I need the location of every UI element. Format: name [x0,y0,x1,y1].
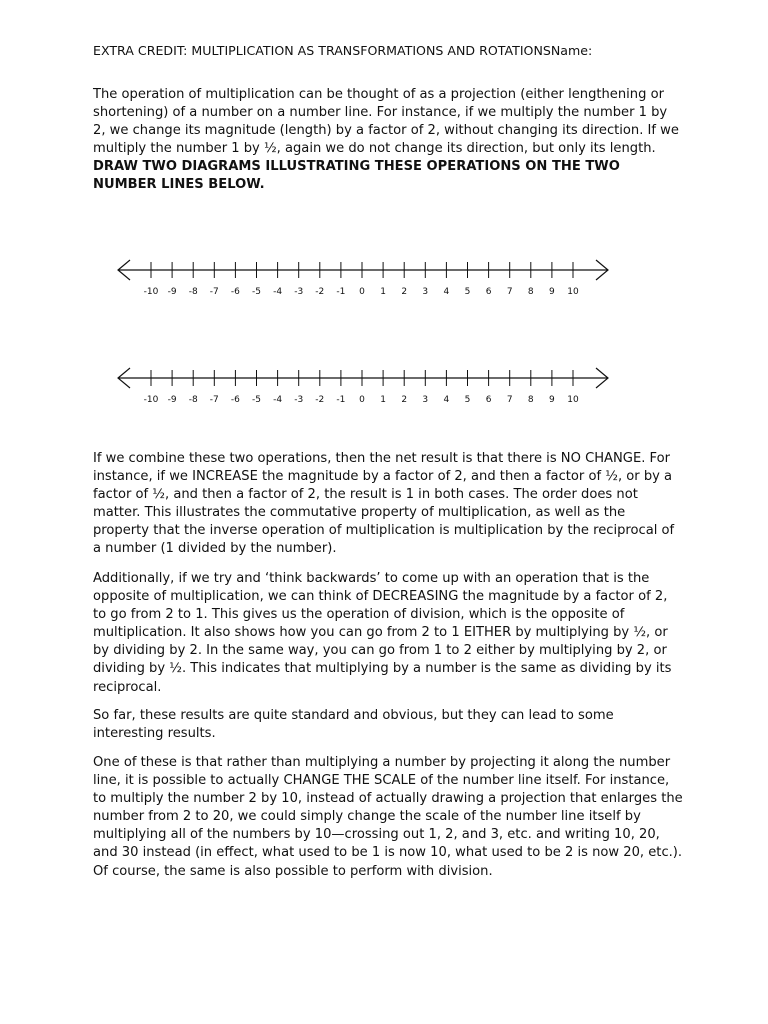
tick-label: 4 [443,395,450,405]
intro-paragraph [93,86,683,195]
number-line-2 [112,366,614,406]
page-title: EXTRA CREDIT: MULTIPLICATION AS TRANSFORMATIONS AND ROTATIONSName: [93,43,593,58]
tick-label: 4 [443,287,450,297]
tick-label: -6 [230,395,240,405]
tick-label: 2 [401,287,408,297]
tick-label: -9 [167,395,177,405]
tick-label: -10 [143,395,159,405]
tick-label: -1 [336,287,346,297]
tick-label: -4 [273,395,283,405]
tick-label: -5 [252,287,261,297]
tick-label: -5 [252,395,261,405]
tick-label: 5 [464,395,471,405]
tick-label: -9 [167,287,177,297]
tick-label: -3 [294,287,304,297]
paragraph-division: Additionally, if we try and ‘think backwards’ to come up with an operation that is the opposite of multiplication, we can think of DECREASING the magnitude by a factor of 2, to go from 2 to 1. This gives us the operation of division, which is the opposite of multiplication. It also shows how you can go from 2 to 1 EITHER by multiplying by ½, or by dividing by 2. In the same way, you can go from 1 to 2 either by multiplying by 2, or dividing by ½. This indicates that multiplying by a number is the same as dividing by its reciprocal. [93,571,672,695]
tick-label: -4 [273,287,283,297]
tick-label: -7 [209,287,219,297]
tick-label: 10 [567,395,579,405]
tick-label: 0 [359,287,365,297]
tick-label: -2 [315,395,325,405]
tick-label: -3 [294,395,304,405]
tick-label: 8 [527,395,534,405]
tick-label: -6 [230,287,240,297]
tick-label: -2 [315,287,325,297]
tick-label: 1 [380,287,386,297]
tick-label: 2 [401,395,408,405]
tick-label: -8 [188,287,198,297]
tick-label: 1 [380,395,386,405]
tick-label: 6 [485,287,492,297]
paragraph-combine: If we combine these two operations, then the net result is that there is NO CHANGE. For instance, if we INCREASE the magnitude by a factor of 2, and then a factor of ½, or by a factor of ½, and then a factor of 2, the result is 1 in both cases. The order does not matter. This illustrates the commutative property of multiplication, as well as the property that the inverse operation of multiplication is multiplication by the reciprocal of a number (1 divided by the number). [93,451,675,557]
intro-text: The operation of multiplication can be thought of as a projection (either lengthening or shortening) of a number on a number line. For instance, if we multiply the number 1 by 2, we change its magnitude (length) by a factor of 2, without changing its direction. If we multiply the number 1 by ½, again we do not change its direction, but only its length. [93,87,679,157]
intro-instruction: DRAW TWO DIAGRAMS ILLUSTRATING THESE OPERATIONS ON THE TWO NUMBER LINES BELOW. [93,159,620,193]
tick-label: 7 [506,395,513,405]
tick-label: 3 [422,287,429,297]
tick-label: -1 [336,395,346,405]
tick-label: 9 [549,395,555,405]
tick-label: 9 [549,287,555,297]
paragraph-standard: So far, these results are quite standard and obvious, but they can lead to some interesting results. [93,708,614,742]
number-line-1 [112,258,614,298]
tick-label: 0 [359,395,365,405]
tick-label: 7 [506,287,513,297]
tick-label: 8 [527,287,534,297]
tick-label: 6 [485,395,492,405]
tick-label: 10 [567,287,579,297]
tick-label: 5 [464,287,471,297]
tick-label: -7 [209,395,219,405]
tick-label: -8 [188,395,198,405]
tick-label: 3 [422,395,429,405]
paragraph-scale: One of these is that rather than multiplying a number by projecting it along the number line, it is possible to actually CHANGE THE SCALE of the number line itself. For instance, to multiply the number 2 by 10, instead of actually drawing a projection that enlarges the number from 2 to 20, we could simply change the scale of the number line itself by multiplying all of the numbers by 10—crossing out 1, 2, and 3, etc. and writing 10, 20, and 30 instead (in effect, what used to be 1 is now 10, what used to be 2 is now 20, etc.). Of course, the same is also possible to perform with division. [93,755,683,879]
tick-label: -10 [143,287,159,297]
